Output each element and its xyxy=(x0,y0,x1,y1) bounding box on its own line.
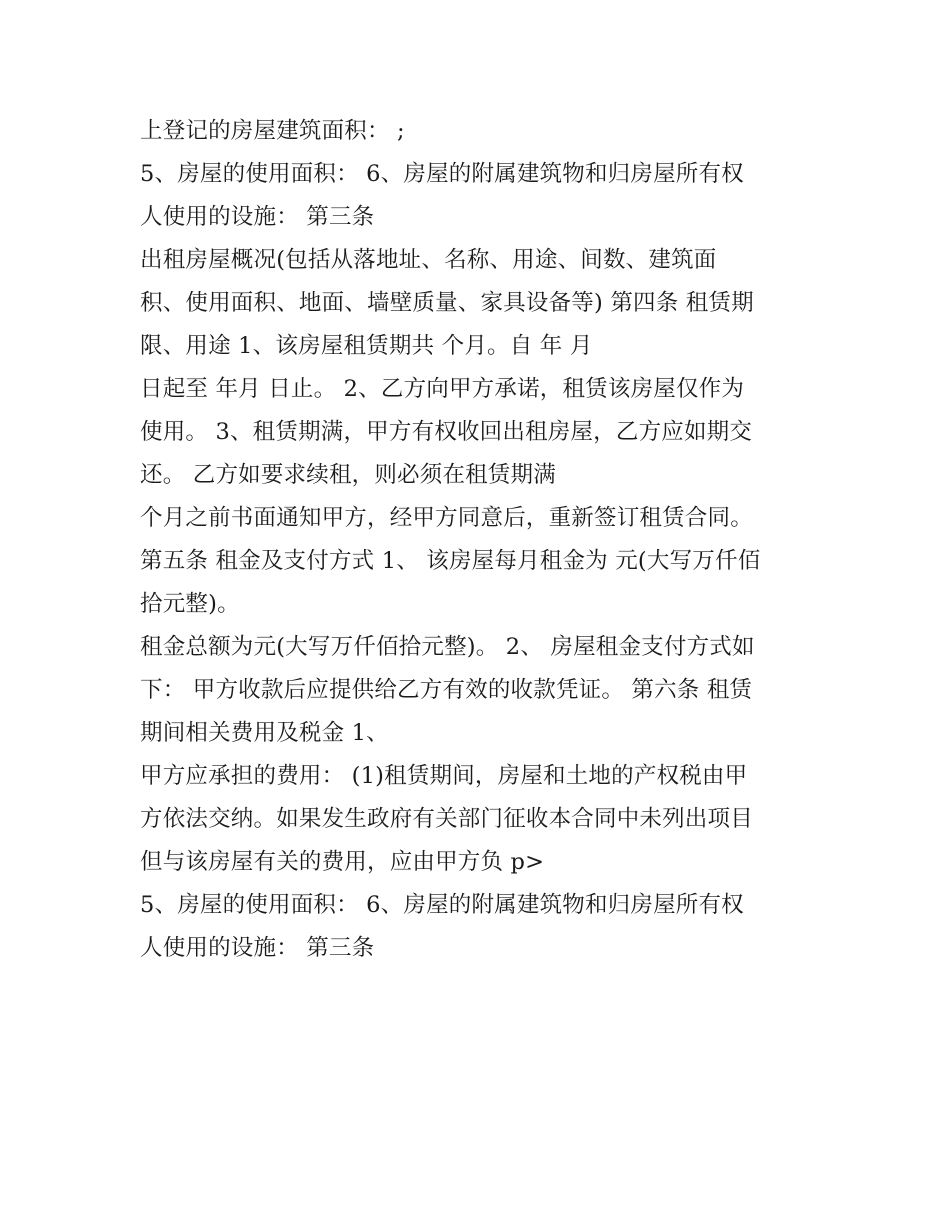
text-line: 下： 甲方收款后应提供给乙方有效的收款凭证。 第六条 租赁 xyxy=(140,677,753,703)
text-line: 人使用的设施： 第三条 xyxy=(140,935,375,961)
text-line: 拾元整)。 xyxy=(140,591,240,617)
text-line: 个月之前书面通知甲方，经甲方同意后，重新签订租赁合同。 xyxy=(140,505,753,531)
text-line: 5、房屋的使用面积： 6、房屋的附属建筑物和归房屋所有权 xyxy=(140,161,744,187)
text-line: 第五条 租金及支付方式 1、 该房屋每月租金为 元(大写万仟佰 xyxy=(140,548,761,574)
text-line: 方依法交纳。如果发生政府有关部门征收本合同中未列出项目 xyxy=(140,806,753,832)
text-line: 甲方应承担的费用： (1)租赁期间，房屋和土地的产权税由甲 xyxy=(140,763,748,789)
document-body xyxy=(140,110,820,970)
text-line: 5、房屋的使用面积： 6、房屋的附属建筑物和归房屋所有权 xyxy=(140,892,744,918)
text-line: 限、用途 1、该房屋租赁期共 个月。自 年 月 xyxy=(140,333,593,359)
text-line: 使用。 3、租赁期满，甲方有权收回出租房屋，乙方应如期交 xyxy=(140,419,753,445)
text-line: 出租房屋概况(包括从落地址、名称、用途、间数、建筑面 xyxy=(140,247,717,273)
text-line: 租金总额为元(大写万仟佰拾元整)。 2、 房屋租金支付方式如 xyxy=(140,634,755,660)
text-line: 还。 乙方如要求续租，则必须在租赁期满 xyxy=(140,462,556,488)
text-line: 人使用的设施： 第三条 xyxy=(140,204,375,230)
text-line: 但与该房屋有关的费用，应由甲方负 p> xyxy=(140,849,545,875)
text-line: 积、使用面积、地面、墙壁质量、家具设备等) 第四条 租赁期 xyxy=(140,290,754,316)
text-line: 上登记的房屋建筑面积： ; xyxy=(140,118,405,144)
text-line: 期间相关费用及税金 1、 xyxy=(140,720,389,746)
text-line: 日起至 年月 日止。 2、乙方向甲方承诺，租赁该房屋仅作为 xyxy=(140,376,745,402)
